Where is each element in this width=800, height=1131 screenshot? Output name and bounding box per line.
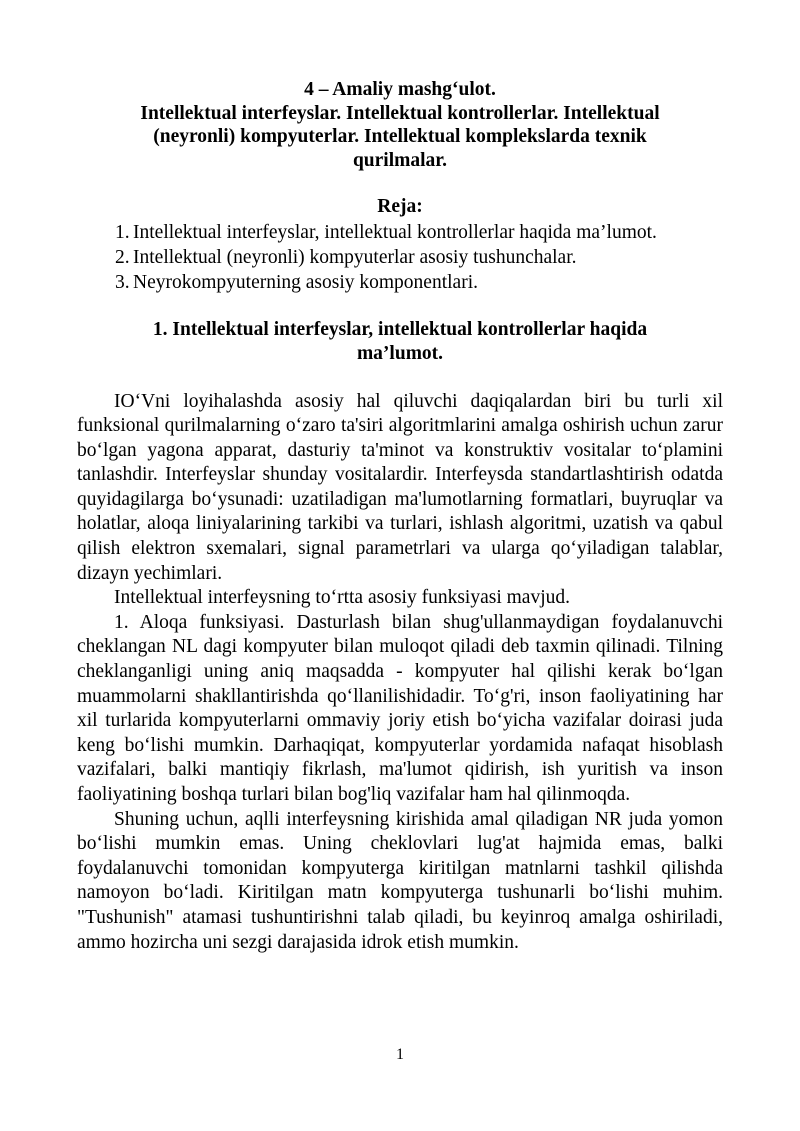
title-line: (neyronli) kompyuterlar. Intellektual komplekslarda texnik	[153, 126, 647, 147]
title-line: 4 – Amaliy mashg‘ulot.	[304, 79, 496, 100]
plan-item-number: 2.	[115, 246, 130, 268]
title-line: qurilmalar.	[352, 149, 448, 171]
plan-item-number: 1.	[115, 221, 130, 243]
plan-heading: Reja:	[377, 196, 423, 217]
section-heading	[77, 318, 723, 366]
plan-item-text: Neyrokompyuterning asosiy komponentlari.	[133, 271, 478, 293]
plan-item-text: Intellektual interfeyslar, intellektual kontrollerlar haqida ma’lumot.	[133, 221, 657, 243]
section-heading-line: ma’lumot.	[356, 342, 444, 364]
paragraph: 1. Aloqa funksiyasi. Dasturlash bilan shug'ullanmaydigan foydalanuvchi cheklangan NL dagi kompyuter bilan muloqot qiladi deb taxmin qilinadi. Tilning cheklanganligi uning aniq maqsadda - kompyuter hal qilishi kerak bo‘lgan muammolarni shakllantirishda qo‘llanilishidadir. To‘g'ri, inson faoliyatining har xil turlarida kompyuterlarni ommaviy joriy etish bo‘yicha vazifalar doirasi juda keng bo‘lishi mumkin. Darhaqiqat, kompyuterlar yordamida nafaqat hisoblash vazifalari, balki mantiqiy fikrlash, ma'lumot qidirish, ish yuritish va inson faoliyatining boshqa turlari bilan bog'liq vazifalar ham hal qilinmoqda.	[77, 611, 723, 805]
plan-item-number: 3.	[115, 271, 130, 293]
section-body	[77, 390, 723, 956]
paragraph: IO‘Vni loyihalashda asosiy hal qiluvchi daqiqalardan biri bu turli xil funksional qurilmalarning o‘zaro ta'siri algoritmlarini amalga oshirish uchun zarur bo‘lgan yagona apparat, dasturiy ta'minot va konstruktiv vositalar to‘plamini tanlashdir. Interfeyslar shunday vositalardir. Interfeysda standartlashtirish odatda quyidagilarga bo‘ysunadi: uzatiladigan ma'lumotlarning formatlari, buyruqlar va holatlar, aloqa liniyalarining tarkibi va turlari, ishlash algoritmi, uzatish va qabul qilish elektron sxemalari, signal parametrlari va ularga qo‘yiladigan talablar, dizayn yechimlari.	[77, 390, 723, 584]
plan-item	[115, 245, 723, 270]
plan-item	[115, 220, 723, 245]
page-number: 1	[396, 1046, 404, 1063]
document-page	[77, 78, 723, 955]
plan-item-text: Intellektual (neyronli) kompyuterlar asosiy tushunchalar.	[133, 246, 577, 268]
paragraph: Intellektual interfeysning to‘rtta asosiy funksiyasi mavjud.	[114, 587, 570, 609]
plan-list	[77, 220, 723, 295]
section-heading-line: 1. Intellektual interfeyslar, intellektual kontrollerlar haqida	[152, 318, 648, 340]
plan-item	[115, 270, 723, 295]
paragraph: Shuning uchun, aqlli interfeysning kirishida amal qiladigan NR juda yomon bo‘lishi mumkin emas. Uning cheklovlari lug'at hajmida emas, balki foydalanuvchi tomonidan kompyuterga kiritilgan matnlarni tashkil qilishda namoyon bo‘ladi. Kiritilgan matn kompyuterga tushunarli bo‘lishi muhim. "Tushunish" atamasi tushuntirishni talab qiladi, bu keyinroq amalga oshiriladi, ammo hozircha uni sezgi darajasida idrok etish mumkin.	[77, 808, 723, 953]
title-line: Intellektual interfeyslar. Intellektual kontrollerlar. Intellektual	[140, 102, 660, 124]
document-title	[77, 78, 723, 172]
